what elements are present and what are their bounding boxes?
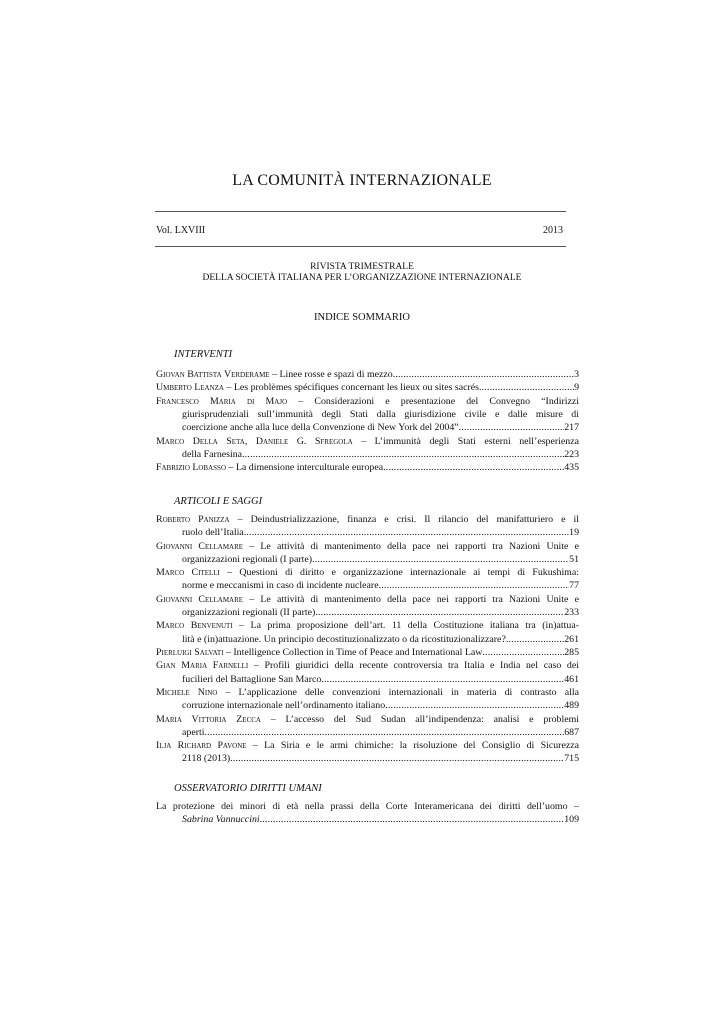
toc-dot-leader [244,526,569,539]
toc-dot-leader [230,752,564,765]
toc-title-text: – Le attività di mantenimento della pace nei rapporti tra Nazioni Unite e [243,540,579,552]
toc-line [156,381,579,394]
toc-entry [156,593,579,620]
toc-dot-leader [312,553,569,566]
toc-author: Fabrizio Lobasso [156,462,226,474]
toc-line [156,699,579,712]
toc-line [156,395,579,408]
toc-page-number: 435 [564,462,579,474]
toc-title-text: organizzazioni regionali (II parte) [182,607,316,619]
toc-title-text: – La Siria e le armi chimiche: la risoluzione del Consiglio di Sicurezza [246,740,579,752]
toc-author: Marco Della Seta, Daniele G. Sfregola [156,435,353,447]
toc-title-text: – Les problèmes spécifiques concernant les lieux ou sites sacrés [223,382,480,394]
toc-entry [156,659,579,686]
toc-page-number: 77 [569,580,579,592]
toc-line [156,739,579,752]
journal-subtitle-line-1: RIVISTA TRIMESTRALE [310,262,414,272]
toc-entry [156,739,579,766]
top-rule-upper [155,211,566,212]
toc-page-number: 217 [564,422,579,434]
toc-entry [156,513,579,540]
toc-line [156,435,579,448]
toc-title-text: giurisprudenziali sull’immunità degli Stati dalla giurisdizione civile e dalle misure di [182,408,579,420]
toc-author: Umberto Leanza [156,382,224,394]
toc-line [156,713,579,726]
toc-entry [156,566,579,593]
toc-line [156,566,579,579]
journal-title: LA COMUNITÀ INTERNAZIONALE [232,172,492,189]
toc-title-text: Sabrina Vannuccini [182,814,260,826]
toc-title-text: – Considerazioni e presentazione del Convegno “Indirizzi [287,395,579,407]
toc-entry [156,461,579,474]
toc-dot-leader [379,579,570,592]
section-heading-interventi: INTERVENTI [174,349,233,360]
toc-title-text: – L’immunità degli Stati esterni nell’esperienza [352,435,579,447]
toc-page-number: 3 [574,369,579,380]
toc-title-text: organizzazioni regionali (I parte) [182,553,313,565]
toc-line [156,513,579,526]
toc-title-text: – L’accesso del Sud Sudan all’indipendenza: analisi e problemi [260,713,579,725]
section-heading-osservatorio: OSSERVATORIO DIRITTI UMANI [174,783,322,794]
toc-page-number: 715 [564,753,579,765]
toc-author: Maria Vittoria Zecca [156,713,261,725]
toc-line [156,800,579,813]
toc-line [156,673,579,686]
toc-title-text: coercizione anche alla luce della Convenzione di New York del 2004” [182,422,459,434]
year-label: 2013 [543,225,563,236]
toc-author: Giovan Battista Verderame [156,369,270,380]
toc-title-text: della Farnesina [182,448,243,460]
toc-dot-leader [242,448,564,461]
toc-page-number: 489 [564,700,579,712]
toc-line [156,752,579,765]
toc-title-text: – La prima proposizione dell’art. 11 della Costituzione italiana tra (in)attua- [232,620,579,632]
toc-page-number: 9 [574,382,579,394]
toc-page-number: 233 [564,607,579,619]
toc-dot-leader [482,646,564,659]
toc-line [156,659,579,672]
toc-author: Marco Benvenuti [156,620,233,632]
index-title: INDICE SOMMARIO [314,312,410,323]
toc-line [156,686,579,699]
toc-author: Francesco Maria di Majo [156,395,288,407]
toc-title-text: La protezione dei minori di età nella prassi della Corte Interamericana dei diritti dell’uomo – [156,801,579,812]
toc-page-number: 461 [564,673,579,685]
toc-line [156,726,579,739]
toc-line [156,646,579,659]
toc-entry [156,381,579,394]
toc-page-number: 109 [564,814,579,826]
toc-author: Giovanni Cellamare [156,540,244,552]
toc-dot-leader [204,726,564,739]
toc-entry [156,686,579,713]
toc-title-text: aperti [182,726,205,738]
toc-line [156,606,579,619]
toc-page-number: 687 [564,726,579,738]
toc-line [156,408,579,421]
journal-subtitle-line-2: DELLA SOCIETÀ ITALIANA PER L’ORGANIZZAZIONE INTERNAZIONALE [202,273,522,283]
toc-title-text: – Questioni di diritto e organizzazione internazionale ai tempi di Fukushima: [219,567,579,579]
toc-line [156,579,579,592]
toc-entry [156,395,579,435]
toc-line [156,526,579,539]
toc-line [156,619,579,632]
toc-dot-leader [260,813,565,826]
toc-page-number: 261 [564,633,579,645]
toc-line [156,540,579,553]
toc-entry [156,619,579,646]
toc-entry [156,713,579,740]
section-heading-articoli: ARTICOLI E SAGGI [174,496,263,507]
toc-line [156,633,579,646]
toc-title-text: – La dimensione interculturale europea [226,462,384,474]
toc-title-text: norme e meccanismi in caso di incidente nucleare [182,580,379,592]
top-rule-lower [155,246,566,247]
toc-author: Ilja Richard Pavone [156,740,247,752]
toc-title-text: 2118 (2013) [182,753,231,765]
toc-author: Roberto Panizza [156,514,230,525]
toc-title-text: lità e (in)attuazione. Un principio decostituzionalizzato o da ricostituzionalizzare? [182,633,506,645]
toc-line [156,553,579,566]
toc-page-number: 19 [569,527,579,539]
toc-line [156,593,579,606]
toc-line [156,448,579,461]
toc-title-text: – Linee rosse e spazi di mezzo [269,369,393,380]
toc-page-number: 223 [564,448,579,460]
toc-title-text: fucilieri del Battaglione San Marco [182,673,322,685]
toc-dot-leader [321,673,564,686]
toc-title-text: – Intelligence Collection in Time of Peace and International Law [223,647,483,658]
toc-dot-leader [315,606,564,619]
toc-page-number: 285 [564,647,579,658]
toc-entry [156,646,579,659]
toc-dot-leader [393,368,574,381]
toc-title-text: – Profili giuridici della recente controversia tra Italia e India nel caso dei [248,660,579,672]
toc-dot-leader [383,461,564,474]
toc-author: Giovanni Cellamare [156,593,244,605]
toc-title-text: corruzione internazionale nell’ordinamento italiano [182,700,386,712]
toc-entry [156,800,579,827]
toc-page-number: 51 [569,553,579,565]
volume-label: Vol. LXVIII [156,225,206,236]
toc-entry [156,435,579,462]
toc-entry [156,368,579,381]
toc-entry [156,540,579,567]
toc-line [156,813,579,826]
toc-line [156,461,579,474]
toc-dot-leader [459,421,565,434]
toc-dot-leader [385,699,564,712]
toc-author: Gian Maria Farnelli [156,660,249,672]
toc-dot-leader [506,633,564,646]
toc-dot-leader [479,381,574,394]
toc-author: Marco Citelli [156,567,220,579]
toc-title-text: ruolo dell’Italia [182,527,244,539]
toc-author: Michele Nino [156,686,218,698]
toc-line [156,368,579,381]
toc-title-text: – L’applicazione delle convenzioni internazionali in materia di contrasto alla [217,686,579,698]
toc-author: Pierluigi Salvati [156,647,224,658]
toc-title-text: – Le attività di mantenimento della pace nei rapporti tra Nazioni Unite e [243,593,579,605]
toc-line [156,421,579,434]
toc-title-text: – Deindustrializzazione, finanza e crisi. Il rilancio del manifatturiero e il [229,514,579,525]
